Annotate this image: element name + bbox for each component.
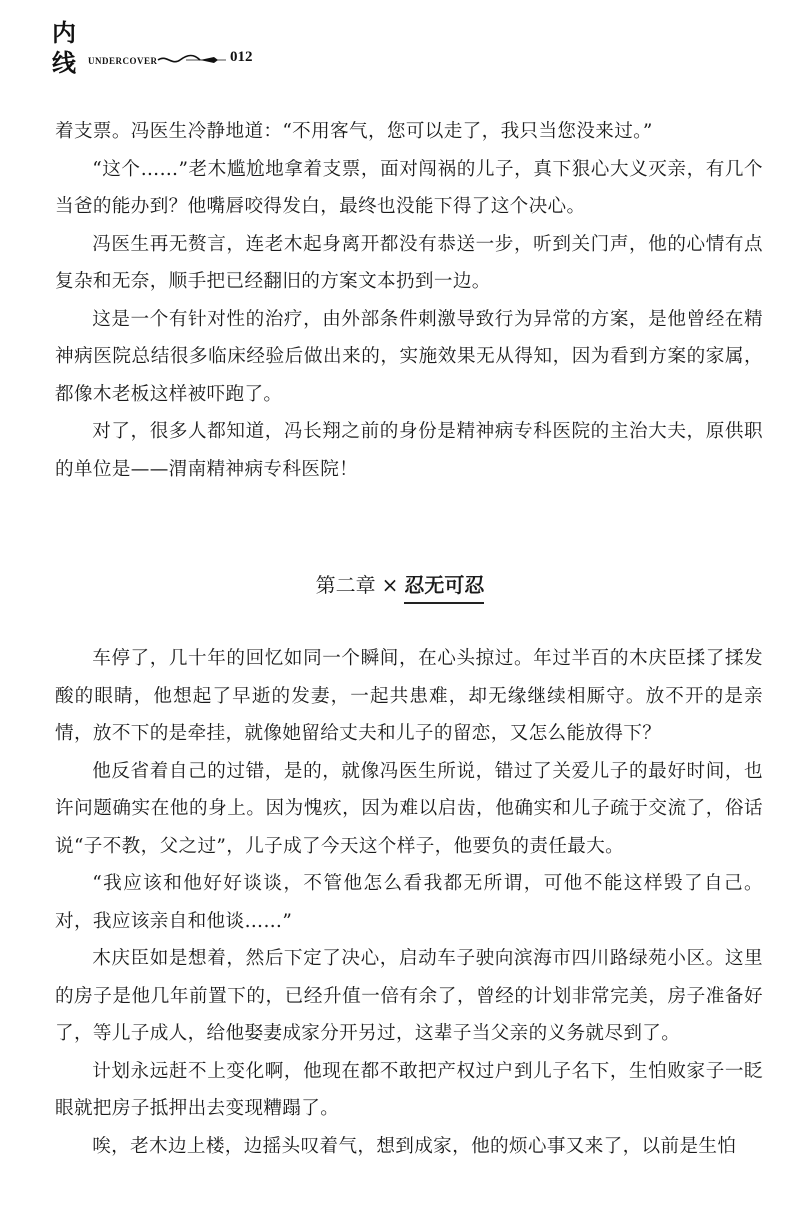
- book-title: [52, 18, 86, 78]
- paragraph: 这是一个有针对性的治疗，由外部条件刺激导致行为异常的方案，是他曾经在精神病医院总结很多临床经验后做出来的，实施效果无从得知，因为看到方案的家属，都像木老板这样被吓跑了。: [55, 308, 763, 405]
- chapter-number: 第二章: [315, 573, 376, 597]
- paragraph: 唉，老木边上楼，边摇头叹着气，想到成家，他的烦心事又来了，以前是生怕: [92, 1135, 737, 1157]
- paragraph: 木庆臣如是想着，然后下定了决心，启动车子驶向滨海市四川路绿苑小区。这里的房子是他几年前置下的，已经升值一倍有余了，曾经的计划非常完美，房子准备好了，等儿子成人，给他娶妻成家分开另过，这辈子当父亲的义务就尽到了。: [55, 948, 763, 1044]
- text-block-chapter-two: [55, 640, 763, 1165]
- chapter-heading: [0, 570, 800, 604]
- paragraph: 他反省着自己的过错，是的，就像冯医生所说，错过了关爱儿子的最好时间，也许问题确实在他的身上。因为愧疚，因为难以启齿，他确实和儿子疏于交流了，俗话说“子不教，父之过”，儿子成了今天这个样子，他要负的责任最大。: [55, 760, 763, 857]
- chapter-separator-icon: ×: [381, 573, 399, 597]
- chapter-title: 忍无可忍: [404, 570, 484, 604]
- paragraph: 冯医生再无赘言，连老木起身离开都没有恭送一步，听到关门声，他的心情有点复杂和无奈，顺手把已经翻旧的方案文本扔到一边。: [55, 233, 763, 292]
- paragraph: 车停了，几十年的回忆如同一个瞬间，在心头掠过。年过半百的木庆臣揉了揉发酸的眼睛，他想起了早逝的发妻，一起共患难，却无缘继续相厮守。放不开的是亲情，放不下的是牵挂，就像她留给丈夫和儿子的留恋，又怎么能放得下？: [55, 648, 763, 744]
- book-title-char-1: 内: [52, 19, 76, 47]
- paragraph: “我应该和他好好谈谈，不管他怎么看我都无所谓，可他不能这样毁了自己。对，我应该亲自和他谈……”: [55, 873, 763, 932]
- text-block-before-chapter: [55, 113, 763, 488]
- paragraph: 计划永远赶不上变化啊，他现在都不敢把产权过户到儿子名下，生怕败家子一眨眼就把房子抵押出去变现糟蹋了。: [55, 1060, 763, 1119]
- series-name: UNDERCOVER: [88, 56, 158, 66]
- page-number: 012: [230, 49, 253, 65]
- pen-nib-ornament-icon: [156, 52, 272, 68]
- paragraph: 着支票。冯医生冷静地道：“不用客气，您可以走了，我只当您没来过。”: [55, 121, 653, 142]
- paragraph: 对了，很多人都知道，冯长翔之前的身份是精神病专科医院的主治大夫，原供职的单位是——渭南精神病专科医院！: [55, 421, 763, 480]
- running-header: [52, 18, 752, 88]
- paragraph: “这个……”老木尴尬地拿着支票，面对闯祸的儿子，真下狠心大义灭亲，有几个当爸的能办到？他嘴唇咬得发白，最终也没能下得了这个决心。: [55, 158, 763, 217]
- book-title-char-2: 线: [52, 49, 76, 77]
